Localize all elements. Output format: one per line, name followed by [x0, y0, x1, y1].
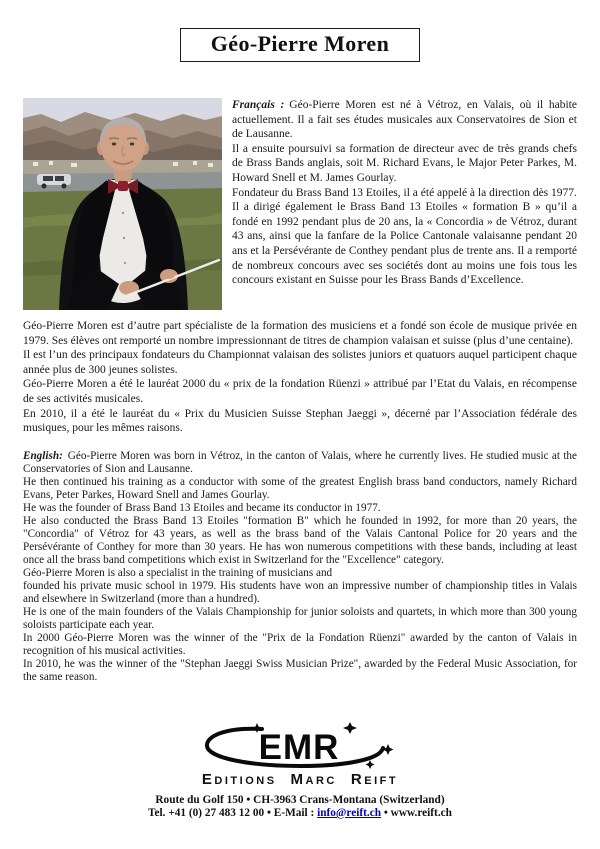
- french-intro-column: [232, 98, 577, 288]
- english-paragraph: He then continued his training as a conductor with some of the greatest English brass band conductors, namely Richard Evans, Peter Parkes, Howard Snell and James Gourlay.: [23, 475, 577, 501]
- portrait-photo: [23, 98, 222, 310]
- english-paragraph: English: Géo-Pierre Moren was born in Vétroz, in the canton of Valais, where he currently lives. He studied music at the Conservatories of Sion and Lausanne.: [23, 449, 577, 475]
- portrait-photo-illustration: [23, 98, 222, 310]
- english-paragraph: In 2000 Géo-Pierre Moren was the winner of the "Prix de la Fondation Rüenzi" awarded by the canton of Valais in recognition of his musical activities.: [23, 631, 577, 657]
- french-paragraph: Il a ensuite poursuivi sa formation de directeur avec de très grands chefs de Brass Bands anglais, soit M. Richard Evans, le Major Peter Parkes, M. Howard Snell et M. James Gourlay.: [232, 142, 577, 184]
- phone-and-email-label: Tel. +41 (0) 27 483 12 00 • E-Mail :: [148, 806, 318, 819]
- english-paragraph: Géo-Pierre Moren is also a specialist in the training of musicians and: [23, 566, 333, 579]
- website-text: www.reift.ch: [390, 806, 452, 819]
- separator-dot: •: [381, 806, 391, 819]
- french-paragraph: Géo-Pierre Moren a été le lauréat 2000 du « prix de la fondation Rüenzi » attribué par l’Etat du Valais, en récompense de ses activités musicales.: [23, 378, 577, 405]
- photo-and-french-row: [23, 98, 577, 310]
- english-paragraph: He is one of the main founders of the Valais Championship for junior soloists and quartets, in which more than 300 young soloists participate each year.: [23, 605, 577, 631]
- french-paragraph: En 2010, il a été le lauréat du « Prix du Musicien Suisse Stephan Jaeggi », décerné par l’Association fédérale des musiques, pour les mêmes raisons.: [23, 407, 577, 435]
- logo-text: EMR: [258, 727, 340, 767]
- english-paragraph: He was the founder of Brass Band 13 Etoiles and became its conductor in 1977.: [23, 501, 381, 514]
- address-line: Route du Golf 150 • CH-3963 Crans-Montana (Switzerland): [155, 793, 445, 806]
- french-label: Français :: [232, 99, 285, 111]
- english-paragraph: In 2010, he was the winner of the "Stephan Jaeggi Swiss Musician Prize", awarded by the Federal Music Association, for the same reason.: [23, 657, 577, 683]
- english-paragraph: founded his private music school in 1979. His students have won an impressive number of championship titles in Valais and elsewhere in Switzerland (more than a hundred).: [23, 579, 577, 605]
- page-title-box: [180, 28, 420, 62]
- publisher-footer: [23, 722, 577, 819]
- french-paragraph: Fondateur du Brass Band 13 Etoiles, il a été appelé à la direction dès 1977.: [232, 186, 577, 199]
- page-title: Géo-Pierre Moren: [210, 31, 390, 56]
- french-paragraph: Il est l’un des principaux fondateurs du Championnat valaisan des solistes juniors et quatuors auquel participent chaque année plus de 300 jeunes solistes.: [23, 349, 577, 376]
- contact-line: [23, 807, 577, 819]
- french-paragraph: Il a dirigé également le Brass Band 13 Etoiles « formation B » qu’il a fondé en 1992 pendant plus de 20 ans, la « Concordia » de Vétroz, durant 43 ans, ainsi que la fanfare de la Police Cantonale valaisanne pendant 20 ans et la Persévérante de Conthey pendant plus de trente ans. Il a remporté de nombreux concours avec ses sociétés dont au moins une fois tous les concours existant en Suisse pour les Brass Bands d’Excellence.: [232, 201, 577, 287]
- email-link[interactable]: info@reift.ch: [317, 806, 382, 819]
- french-paragraph: Français : Géo-Pierre Moren est né à Vétroz, en Valais, où il habite actuellement. Il a fait ses études musicales aux Conservatoires de Sion et de Lausanne.: [232, 99, 577, 141]
- french-paragraph: Géo-Pierre Moren est d’autre part spécialiste de la formation des musiciens et a fondé son école de musique privée en 1979. Ses élèves ont remporté un nombre impressionnant de titres de champion valaisan et suisse (plus d’une centaine).: [23, 320, 577, 347]
- english-label: English:: [23, 449, 63, 462]
- english-paragraph: He also conducted the Brass Band 13 Etoiles "formation B" which he founded in 1992, for more than 20 years, the "Concordia" of Vétroz for 43 years, as well as the brass band of the Valais Cantonal Police for 20 years and the Persévérante of Conthey for more than 30 years. He has won numerous competitions with these bands, including at least once all the brass band competitions which exist in Switzerland for the "Excellence" category.: [23, 514, 577, 566]
- english-section: [23, 450, 577, 684]
- french-full-section: [23, 319, 577, 436]
- publisher-name: EDITIONS MARC REIFT: [201, 770, 399, 788]
- emr-logo: [198, 722, 402, 774]
